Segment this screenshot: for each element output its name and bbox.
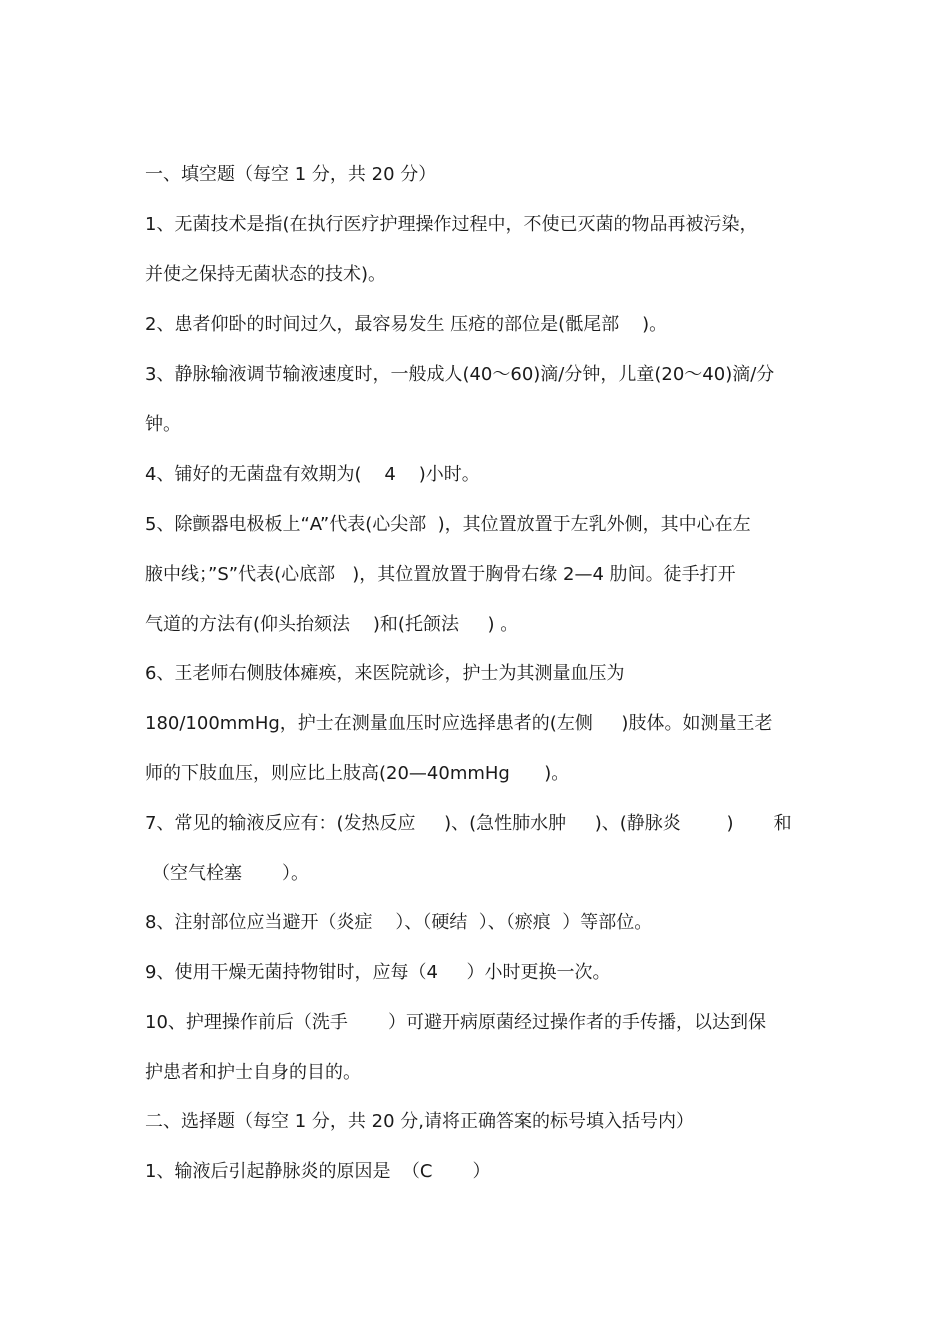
- question-9: 9、使用干燥无菌持物钳时，应每（4 ）小时更换一次。: [145, 962, 611, 983]
- question-10-line-2: 护患者和护士自身的目的。: [145, 1062, 361, 1083]
- question-6-line-1: 6、王老师右侧肢体瘫痪，来医院就诊，护士为其测量血压为: [145, 663, 625, 684]
- section-heading-multiple-choice: 二、选择题（每空 1 分，共 20 分,请将正确答案的标号填入括号内）: [145, 1111, 694, 1132]
- question-3-line-1: 3、静脉输液调节输液速度时，一般成人(40～60)滴/分钟，儿童(20～40)滴/分: [145, 364, 775, 385]
- question-10-line-1: 10、护理操作前后（洗手 ）可避开病原菌经过操作者的手传播，以达到保: [145, 1012, 766, 1033]
- question-7-line-2: （空气栓塞 ）。: [152, 863, 310, 884]
- question-1-line-1: 1、无菌技术是指(在执行医疗护理操作过程中，不使已灭菌的物品再被污染，: [145, 214, 758, 235]
- choice-question-1: 1、输液后引起静脉炎的原因是 （C ）: [145, 1161, 491, 1182]
- question-3-line-2: 钟。: [145, 414, 181, 435]
- question-5-line-2: 腋中线；”S”代表(心底部 )，其位置放置于胸骨右缘 2—4 肋间。徒手打开: [145, 564, 736, 585]
- question-1-line-2: 并使之保持无菌状态的技术)。: [145, 264, 387, 285]
- question-5-line-1: 5、除颤器电极板上“A”代表(心尖部 )，其位置放置于左乳外侧，其中心在左: [145, 514, 751, 535]
- question-2: 2、患者仰卧的时间过久，最容易发生 压疮的部位是(骶尾部 )。: [145, 314, 668, 335]
- question-7-line-1: 7、常见的输液反应有：(发热反应 )、(急性肺水肿 )、(静脉炎 ) 和: [145, 813, 792, 834]
- question-6-line-3: 师的下肢血压，则应比上肢高(20—40mmHg )。: [145, 763, 570, 784]
- section-heading-fill-blank: 一、填空题（每空 1 分，共 20 分）: [145, 164, 437, 185]
- question-5-line-3: 气道的方法有(仰头抬颏法 )和(托颌法 ) 。: [145, 614, 519, 635]
- question-4: 4、铺好的无菌盘有效期为( 4 )小时。: [145, 464, 480, 485]
- question-6-line-2: 180/100mmHg，护士在测量血压时应选择患者的(左侧 )肢体。如测量王老: [145, 713, 773, 734]
- question-8: 8、注射部位应当避开（炎症 ）、（硬结 ）、（瘀痕 ）等部位。: [145, 912, 653, 933]
